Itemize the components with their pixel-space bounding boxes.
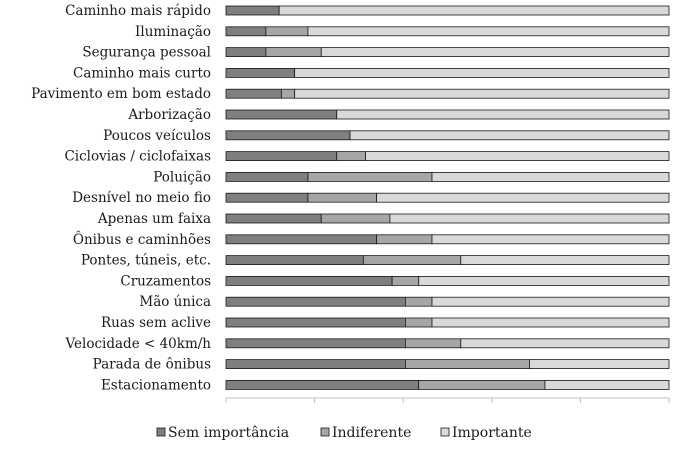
bar-segment-2-row-10: [308, 193, 377, 202]
category-label: Caminho mais curto: [73, 65, 211, 82]
category-label: Cruzamentos: [120, 273, 211, 290]
bar-segment-3-row-12: [432, 235, 669, 244]
bar-segment-3-row-3: [321, 48, 669, 57]
bar-segment-3-row-4: [295, 68, 669, 77]
bar-segment-1-row-6: [226, 110, 337, 119]
legend-swatch: [441, 428, 449, 436]
category-labels: [31, 3, 211, 393]
bar-segment-1-row-3: [226, 48, 266, 57]
category-label: Desnível no meio fio: [72, 190, 211, 207]
bar-segment-3-row-11: [390, 214, 669, 223]
category-label: Segurança pessoal: [82, 44, 211, 61]
bar-segment-2-row-9: [308, 172, 432, 181]
bar-segment-3-row-18: [529, 360, 669, 369]
category-label: Ônibus e caminhões: [72, 231, 211, 248]
bar-segment-2-row-5: [281, 89, 294, 98]
bar-segment-2-row-14: [392, 276, 419, 285]
bar-segment-3-row-16: [432, 318, 669, 327]
bar-segment-1-row-12: [226, 235, 377, 244]
category-label: Pavimento em bom estado: [31, 86, 211, 103]
bar-segment-3-row-1: [279, 6, 669, 15]
bar-segment-1-row-2: [226, 27, 266, 36]
legend-label: Indiferente: [332, 425, 412, 441]
bar-segment-3-row-13: [461, 256, 669, 265]
bar-segment-3-row-5: [295, 89, 669, 98]
bar-segment-3-row-8: [366, 152, 669, 161]
category-label: Parada de ônibus: [92, 356, 211, 373]
bar-segment-1-row-18: [226, 360, 405, 369]
bar-segment-1-row-19: [226, 380, 419, 389]
bar-segment-1-row-5: [226, 89, 281, 98]
bar-segment-3-row-6: [337, 110, 669, 119]
category-label: Pontes, túneis, etc.: [80, 252, 211, 269]
bar-segment-2-row-8: [337, 152, 366, 161]
category-label: Mão única: [139, 294, 211, 311]
bars-group: [226, 6, 669, 389]
bar-segment-1-row-17: [226, 339, 405, 348]
bar-segment-3-row-14: [419, 276, 669, 285]
bar-segment-1-row-14: [226, 276, 392, 285]
bar-segment-3-row-7: [350, 131, 669, 140]
bar-segment-1-row-8: [226, 152, 337, 161]
bar-segment-3-row-2: [308, 27, 669, 36]
bar-segment-1-row-10: [226, 193, 308, 202]
legend-label: Importante: [452, 425, 532, 441]
bar-segment-1-row-9: [226, 172, 308, 181]
bar-segment-2-row-16: [405, 318, 432, 327]
category-label: Iluminação: [135, 23, 211, 40]
bar-segment-1-row-7: [226, 131, 350, 140]
x-axis: [226, 398, 669, 403]
bar-segment-2-row-15: [405, 297, 432, 306]
bar-segment-1-row-15: [226, 297, 405, 306]
bar-segment-1-row-11: [226, 214, 321, 223]
bar-segment-2-row-11: [321, 214, 390, 223]
category-label: Arborização: [128, 107, 211, 123]
category-label: Poluição: [153, 169, 211, 186]
bar-segment-3-row-17: [461, 339, 669, 348]
bar-segment-3-row-9: [432, 172, 669, 181]
bar-segment-3-row-15: [432, 297, 669, 306]
bar-segment-1-row-16: [226, 318, 405, 327]
bar-segment-2-row-18: [405, 360, 529, 369]
bar-segment-2-row-3: [266, 48, 321, 57]
bar-segment-2-row-17: [405, 339, 460, 348]
legend: [157, 425, 532, 441]
bar-segment-3-row-10: [377, 193, 669, 202]
category-label: Poucos veículos: [103, 127, 211, 144]
category-label: Velocidade < 40km/h: [65, 335, 211, 352]
category-label: Estacionamento: [100, 377, 211, 394]
legend-swatch: [321, 428, 329, 436]
bar-segment-2-row-19: [419, 380, 545, 389]
category-label: Ruas sem aclive: [101, 315, 211, 331]
bar-segment-1-row-4: [226, 68, 295, 77]
bar-segment-2-row-13: [363, 256, 460, 265]
legend-label: Sem importância: [168, 425, 290, 441]
legend-swatch: [157, 428, 165, 436]
bar-segment-1-row-1: [226, 6, 279, 15]
category-label: Caminho mais rápido: [65, 3, 211, 19]
category-label: Ciclovias / ciclofaixas: [64, 148, 211, 165]
bar-segment-2-row-12: [377, 235, 432, 244]
bar-segment-2-row-2: [266, 27, 308, 36]
bar-segment-3-row-19: [545, 380, 669, 389]
category-label: Apenas um faixa: [97, 211, 211, 227]
bar-segment-1-row-13: [226, 256, 363, 265]
